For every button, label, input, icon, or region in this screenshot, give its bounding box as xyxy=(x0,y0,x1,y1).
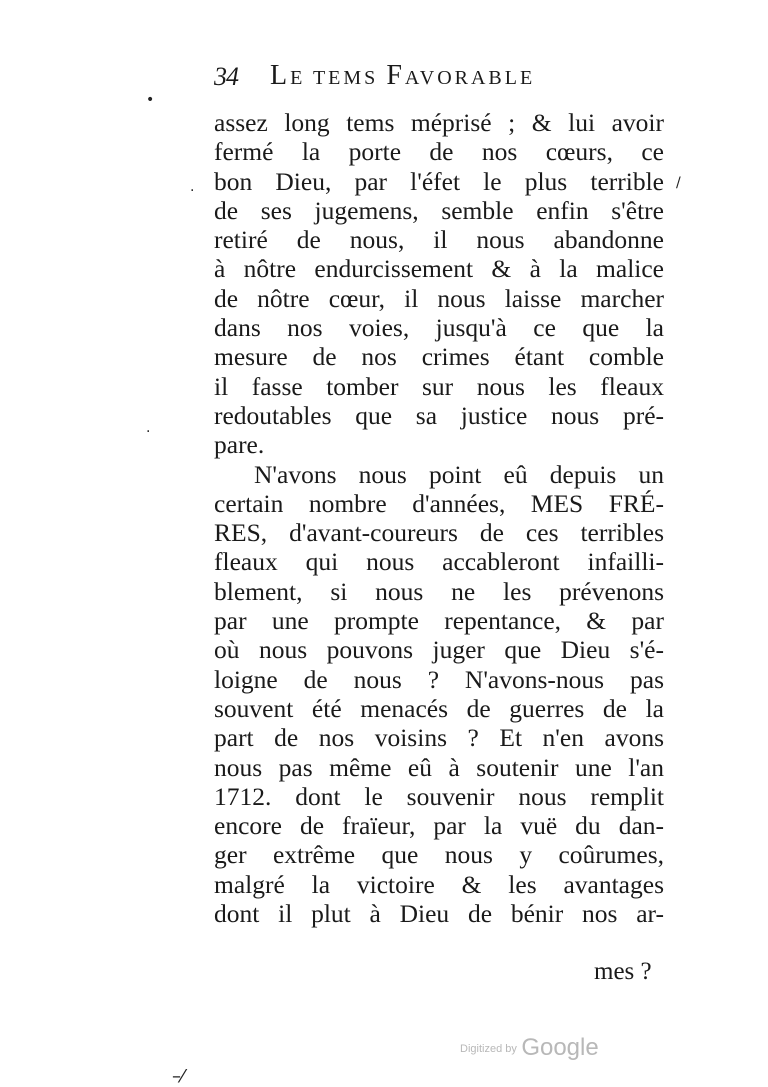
text-line: certain nombre d'années, MES FRÉ- xyxy=(214,488,664,518)
title-smallcaps: E TEMS xyxy=(290,67,387,89)
text-line: blement, si nous ne les prévenons xyxy=(214,576,664,606)
text-line: ger extrême que nous y coûrumes, xyxy=(214,840,664,870)
digitized-by-label: Digitized by xyxy=(460,1043,517,1055)
text-line: redoutables que sa justice nous pré- xyxy=(214,400,664,430)
text-line: assez long tems méprisé ; & lui avoir xyxy=(214,108,664,137)
margin-mark: • xyxy=(146,92,155,108)
text-line: fleaux qui nous accableront infailli- xyxy=(214,547,664,577)
title-initial-2: F xyxy=(386,60,405,91)
text-line: part de nos voisins ? Et n'en avons xyxy=(214,723,664,753)
text-line: il fasse tomber sur nous les fleaux xyxy=(214,371,664,401)
text-line: retiré de nous, il nous abandonne xyxy=(214,225,664,255)
text-line: où nous pouvons juger que Dieu s'é- xyxy=(214,635,664,665)
text-line: encore de fraïeur, par la vuë du dan- xyxy=(214,811,664,841)
text-line: pare. xyxy=(214,430,265,460)
text-line: de ses jugemens, semble enfin s'être xyxy=(214,195,664,225)
google-logo: Google xyxy=(521,1034,599,1061)
paragraph-start-line: N'avons nous point eû depuis un xyxy=(254,459,664,489)
text-line: loigne de nous ? N'avons-nous pas xyxy=(214,664,664,694)
page-title xyxy=(270,60,535,92)
margin-mark: / xyxy=(676,175,681,191)
text-line: dont il plut à Dieu de bénir nos ar- xyxy=(214,899,664,929)
title-initial: L xyxy=(270,60,291,91)
body-text xyxy=(214,108,664,928)
margin-mark: · xyxy=(146,424,151,440)
page-number: 34 xyxy=(214,62,238,91)
text-line: dans nos voies, jusqu'à ce que la xyxy=(214,313,664,343)
text-line: de nôtre cœur, il nous laisse marcher xyxy=(214,283,664,313)
text-line: bon Dieu, par l'éfet le plus terrible xyxy=(214,166,664,196)
text-line: 1712. dont le souvenir nous remplit xyxy=(214,781,664,811)
text-line: à nôtre endurcissement & à la malice xyxy=(214,254,664,284)
text-line: souvent été menacés de guerres de la xyxy=(214,693,664,723)
margin-mark: · xyxy=(190,183,195,199)
text-line: mesure de nos crimes étant comble xyxy=(214,342,664,372)
text-line: nous pas même eû à soutenir une l'an xyxy=(214,752,664,782)
text-line: malgré la victoire & les avantages xyxy=(214,869,664,899)
title-smallcaps-2: AVORABLE xyxy=(404,67,536,89)
running-head xyxy=(214,60,614,100)
margin-mark: –⁄ xyxy=(172,1066,185,1087)
text-line: RES, d'avant-coureurs de ces terribles xyxy=(214,518,664,548)
catchword: mes ? xyxy=(594,958,652,985)
digitized-by-watermark xyxy=(460,1034,599,1062)
text-line: fermé la porte de nos cœurs, ce xyxy=(214,137,664,167)
text-line: par une prompte repentance, & par xyxy=(214,606,664,636)
